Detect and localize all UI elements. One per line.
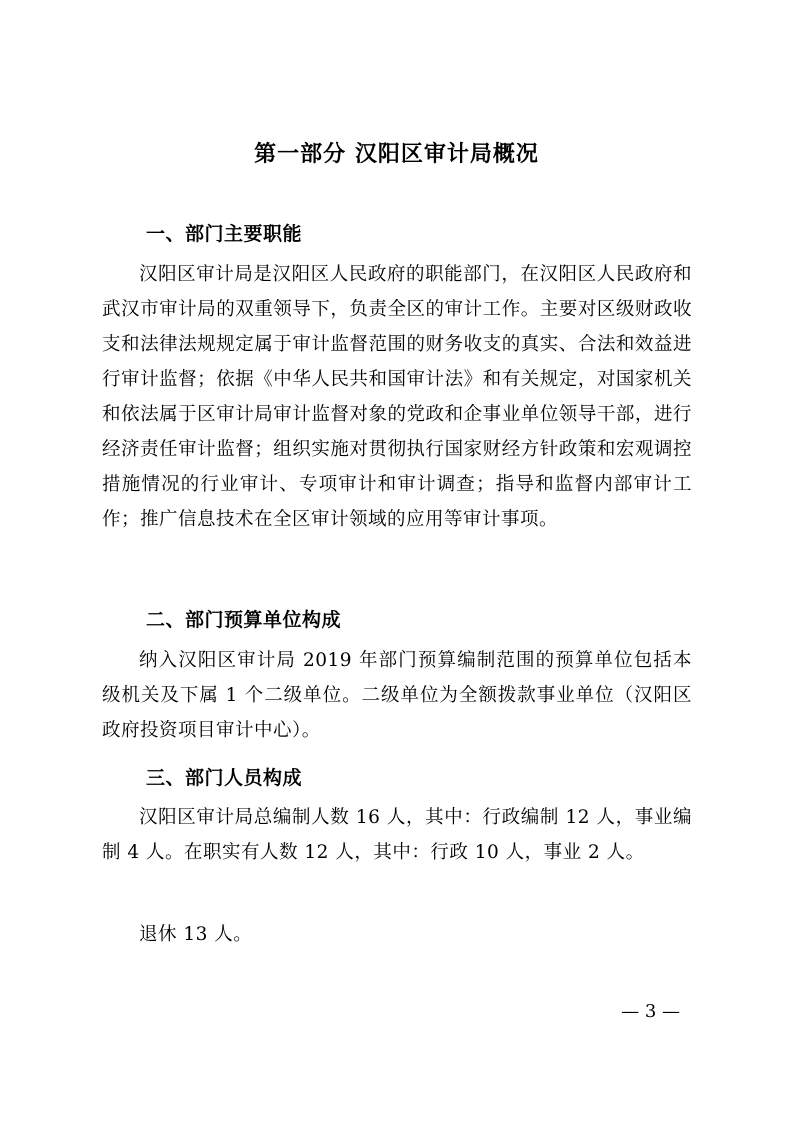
section-heading-staff: 三、部门人员构成 bbox=[146, 767, 303, 789]
page-number: — 3 — bbox=[621, 1001, 680, 1022]
section-body-functions: 汉阳区审计局是汉阳区人民政府的职能部门，在汉阳区人民政府和武汉市审计局的双重领导下，负责全区的审计工作。主要对区级财政收支和法律法规规定属于审计监督范围的财务收支的真实、合法和效益进行审计监督；依据《中华人民共和国审计法》和有关规定，对国家机关和依法属于区审计局审计监督对象的党政和企事业单位领导干部，进行经济责任审计监督；组织实施对贯彻执行国家财经方针政策和宏观调控措施情况的行业审计、专项审计和审计调查；指导和监督内部审计工作；推广信息技术在全区审计领域的应用等审计事项。 bbox=[102, 264, 692, 530]
page-title: 第一部分 汉阳区审计局概况 bbox=[254, 142, 539, 167]
section-heading-budget-units: 二、部门预算单位构成 bbox=[146, 609, 342, 631]
section-body-retired: 退休 13 人。 bbox=[139, 924, 253, 945]
section-heading-functions: 一、部门主要职能 bbox=[146, 223, 303, 245]
section-body-budget-units: 纳入汉阳区审计局 2019 年部门预算编制范围的预算单位包括本级机关及下属 1 个二级单位。二级单位为全额拨款事业单位（汉阳区政府投资项目审计中心）。 bbox=[102, 650, 692, 741]
section-body-staff: 汉阳区审计局总编制人数 16 人，其中：行政编制 12 人，事业编制 4 人。在职实有人数 12 人，其中：行政 10 人，事业 2 人。 bbox=[102, 807, 692, 863]
